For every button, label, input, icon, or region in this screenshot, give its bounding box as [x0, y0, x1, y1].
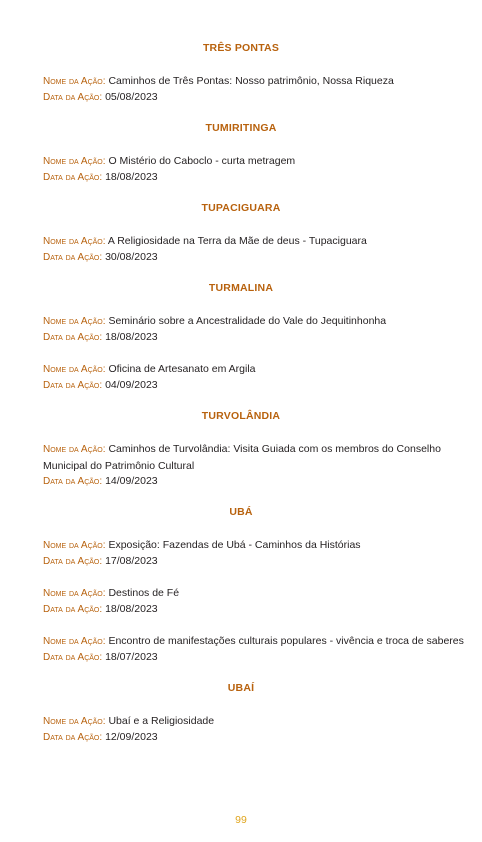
action-date: 14/09/2023: [105, 475, 158, 487]
action-date-label: Data da Ação:: [43, 652, 103, 663]
action-date-label: Data da Ação:: [43, 172, 103, 183]
action-name-line: [43, 313, 453, 330]
action-date-line: [43, 249, 453, 266]
action-name-label: Nome da Ação:: [43, 636, 106, 647]
action-name-label: Nome da Ação:: [43, 156, 106, 167]
city-heading: UBÁ: [229, 506, 253, 518]
action-date-line: [43, 169, 453, 186]
action-name-line: [43, 153, 453, 170]
city-heading: TURMALINA: [208, 282, 274, 294]
action-name-line: [43, 537, 453, 554]
action-name-line: [43, 713, 453, 730]
action-name-label: Nome da Ação:: [43, 76, 106, 87]
action-date: 12/09/2023: [105, 731, 158, 743]
action-name-label: Nome da Ação:: [43, 316, 106, 327]
action-date: 04/09/2023: [105, 379, 158, 391]
action-date-label: Data da Ação:: [43, 332, 103, 343]
action-date-label: Data da Ação:: [43, 92, 103, 103]
action-name-label: Nome da Ação:: [43, 540, 106, 551]
action-date: 18/08/2023: [105, 331, 158, 343]
action-name-label: Nome da Ação:: [43, 444, 106, 455]
action-name-line: [43, 73, 453, 90]
action-name: Caminhos de Três Pontas: Nosso patrimônio, Nossa Riqueza: [108, 75, 394, 87]
page-number: 99: [235, 814, 247, 826]
action-name: Ubaí e a Religiosidade: [108, 715, 215, 727]
action-name: Seminário sobre a Ancestralidade do Vale do Jequitinhonha: [108, 315, 387, 327]
action-name-label: Nome da Ação:: [43, 716, 106, 727]
action-date-label: Data da Ação:: [43, 604, 103, 615]
action-date-line: [43, 601, 453, 618]
action-date: 18/08/2023: [105, 603, 158, 615]
action-date-line: [43, 649, 453, 666]
action-name-line: [43, 233, 453, 250]
action-date-label: Data da Ação:: [43, 476, 103, 487]
city-heading: TRÊS PONTAS: [202, 42, 280, 54]
city-heading: TUPACIGUARA: [201, 202, 281, 214]
action-date: 18/07/2023: [105, 651, 158, 663]
action-name-line: [43, 441, 453, 474]
action-name: O Mistério do Caboclo - curta metragem: [108, 155, 296, 167]
action-date: 30/08/2023: [105, 251, 158, 263]
city-heading: TURVOLÂNDIA: [201, 410, 281, 422]
action-name: A Religiosidade na Terra da Mãe de deus - Tupaciguara: [107, 235, 367, 247]
action-name-line: [43, 361, 453, 378]
action-date: 05/08/2023: [105, 91, 158, 103]
action-date-line: [43, 729, 453, 746]
action-date-line: [43, 329, 453, 346]
action-name: Encontro de manifestações culturais populares - vivência e troca de saberes: [108, 635, 464, 647]
action-date-line: [43, 377, 453, 394]
action-name-line: [43, 585, 453, 602]
action-name-line: [43, 633, 464, 650]
action-date: 17/08/2023: [105, 555, 158, 567]
action-date-label: Data da Ação:: [43, 252, 103, 263]
action-name-label: Nome da Ação:: [43, 236, 106, 247]
action-date: 18/08/2023: [105, 171, 158, 183]
city-heading: UBAÍ: [227, 682, 255, 694]
action-date-label: Data da Ação:: [43, 732, 103, 743]
action-name: Oficina de Artesanato em Argila: [108, 363, 256, 375]
action-name-label: Nome da Ação:: [43, 364, 106, 375]
action-date-line: [43, 553, 453, 570]
action-name: Exposição: Fazendas de Ubá - Caminhos da Histórias: [108, 539, 361, 551]
action-name-label: Nome da Ação:: [43, 588, 106, 599]
action-name: Caminhos de Turvolândia: Visita Guiada com os membros do Conselho Municipal do Patrimônio Cultural: [43, 443, 441, 472]
action-date-label: Data da Ação:: [43, 380, 103, 391]
action-date-line: [43, 473, 453, 490]
action-name: Destinos de Fé: [108, 587, 180, 599]
action-date-line: [43, 89, 453, 106]
city-heading: TUMIRITINGA: [205, 122, 277, 134]
action-date-label: Data da Ação:: [43, 556, 103, 567]
